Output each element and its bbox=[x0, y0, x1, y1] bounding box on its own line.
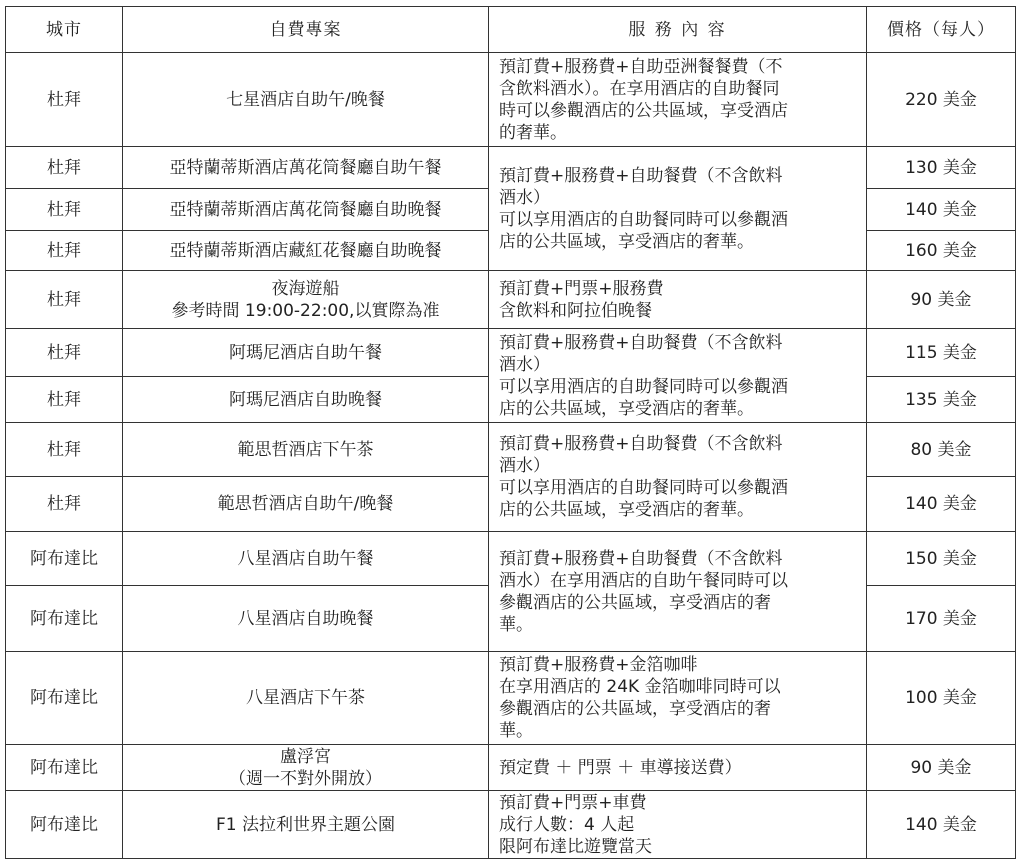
city-cell: 杜拜 bbox=[6, 329, 123, 377]
service-cell: 預定費 ＋ 門票 ＋ 車導接送費） bbox=[489, 745, 867, 791]
table-row bbox=[6, 423, 1016, 477]
item-cell: 夜海遊船 參考時間 19:00-22:00,以實際為准 bbox=[123, 271, 489, 329]
service-cell: 預訂費+門票+服務費 含飲料和阿拉伯晚餐 bbox=[489, 271, 867, 329]
price-cell: 220 美金 bbox=[867, 53, 1016, 147]
item-cell: F1 法拉利世界主題公園 bbox=[123, 791, 489, 859]
item-cell: 亞特蘭蒂斯酒店萬花筒餐廳自助午餐 bbox=[123, 147, 489, 189]
city-cell: 杜拜 bbox=[6, 53, 123, 147]
price-cell: 140 美金 bbox=[867, 477, 1016, 532]
table-header-row bbox=[6, 7, 1016, 53]
header-service: 服 務 內 容 bbox=[489, 7, 867, 53]
table-row bbox=[6, 532, 1016, 586]
city-cell: 杜拜 bbox=[6, 423, 123, 477]
tour-price-table bbox=[5, 6, 1016, 859]
city-cell: 阿布達比 bbox=[6, 791, 123, 859]
city-cell: 杜拜 bbox=[6, 189, 123, 231]
table-row bbox=[6, 791, 1016, 859]
table-row bbox=[6, 745, 1016, 791]
table-row bbox=[6, 652, 1016, 745]
price-cell: 130 美金 bbox=[867, 147, 1016, 189]
city-cell: 杜拜 bbox=[6, 271, 123, 329]
city-cell: 杜拜 bbox=[6, 377, 123, 423]
city-cell: 阿布達比 bbox=[6, 532, 123, 586]
price-cell: 90 美金 bbox=[867, 271, 1016, 329]
item-cell: 亞特蘭蒂斯酒店藏紅花餐廳自助晚餐 bbox=[123, 231, 489, 271]
table-row bbox=[6, 147, 1016, 189]
item-cell: 亞特蘭蒂斯酒店萬花筒餐廳自助晚餐 bbox=[123, 189, 489, 231]
table-row bbox=[6, 53, 1016, 147]
price-cell: 140 美金 bbox=[867, 189, 1016, 231]
table-row bbox=[6, 271, 1016, 329]
city-cell: 杜拜 bbox=[6, 231, 123, 271]
city-cell: 阿布達比 bbox=[6, 652, 123, 745]
price-cell: 90 美金 bbox=[867, 745, 1016, 791]
item-cell: 七星酒店自助午/晚餐 bbox=[123, 53, 489, 147]
service-cell: 預訂費+服務費+自助亞洲餐餐費（不 含飲料酒水）。在享用酒店的自助餐同 時可以參觀酒店的公共區域，享受酒店 的奢華。 bbox=[489, 53, 867, 147]
price-cell: 115 美金 bbox=[867, 329, 1016, 377]
service-cell: 預訂費+服務費+自助餐費（不含飲料 酒水） 可以享用酒店的自助餐同時可以參觀酒 店的公共區域，享受酒店的奢華。 bbox=[489, 147, 867, 271]
city-cell: 阿布達比 bbox=[6, 586, 123, 652]
price-cell: 150 美金 bbox=[867, 532, 1016, 586]
city-cell: 阿布達比 bbox=[6, 745, 123, 791]
price-cell: 80 美金 bbox=[867, 423, 1016, 477]
city-cell: 杜拜 bbox=[6, 147, 123, 189]
service-cell: 預訂費+服務費+金箔咖啡 在享用酒店的 24K 金箔咖啡同時可以 參觀酒店的公共區域，享受酒店的奢 華。 bbox=[489, 652, 867, 745]
item-cell: 阿瑪尼酒店自助晚餐 bbox=[123, 377, 489, 423]
price-cell: 160 美金 bbox=[867, 231, 1016, 271]
header-item: 自費專案 bbox=[123, 7, 489, 53]
item-cell: 八星酒店自助晚餐 bbox=[123, 586, 489, 652]
header-price: 價格（每人） bbox=[867, 7, 1016, 53]
service-cell: 預訂費+服務費+自助餐費（不含飲料 酒水） 可以享用酒店的自助餐同時可以參觀酒 店的公共區域，享受酒店的奢華。 bbox=[489, 329, 867, 423]
city-cell: 杜拜 bbox=[6, 477, 123, 532]
service-cell: 預訂費+門票+車費 成行人數：4 人起 限阿布達比遊覽當天 bbox=[489, 791, 867, 859]
header-city: 城市 bbox=[6, 7, 123, 53]
price-cell: 140 美金 bbox=[867, 791, 1016, 859]
item-cell: 盧浮宮 （週一不對外開放） bbox=[123, 745, 489, 791]
service-cell: 預訂費+服務費+自助餐費（不含飲料 酒水） 可以享用酒店的自助餐同時可以參觀酒 店的公共區域，享受酒店的奢華。 bbox=[489, 423, 867, 532]
item-cell: 八星酒店自助午餐 bbox=[123, 532, 489, 586]
item-cell: 範思哲酒店自助午/晚餐 bbox=[123, 477, 489, 532]
price-cell: 135 美金 bbox=[867, 377, 1016, 423]
price-cell: 170 美金 bbox=[867, 586, 1016, 652]
table-row bbox=[6, 329, 1016, 377]
item-cell: 八星酒店下午茶 bbox=[123, 652, 489, 745]
price-cell: 100 美金 bbox=[867, 652, 1016, 745]
item-cell: 範思哲酒店下午茶 bbox=[123, 423, 489, 477]
item-cell: 阿瑪尼酒店自助午餐 bbox=[123, 329, 489, 377]
service-cell: 預訂費+服務費+自助餐費（不含飲料 酒水）在享用酒店的自助午餐同時可以 參觀酒店的公共區域，享受酒店的奢 華。 bbox=[489, 532, 867, 652]
